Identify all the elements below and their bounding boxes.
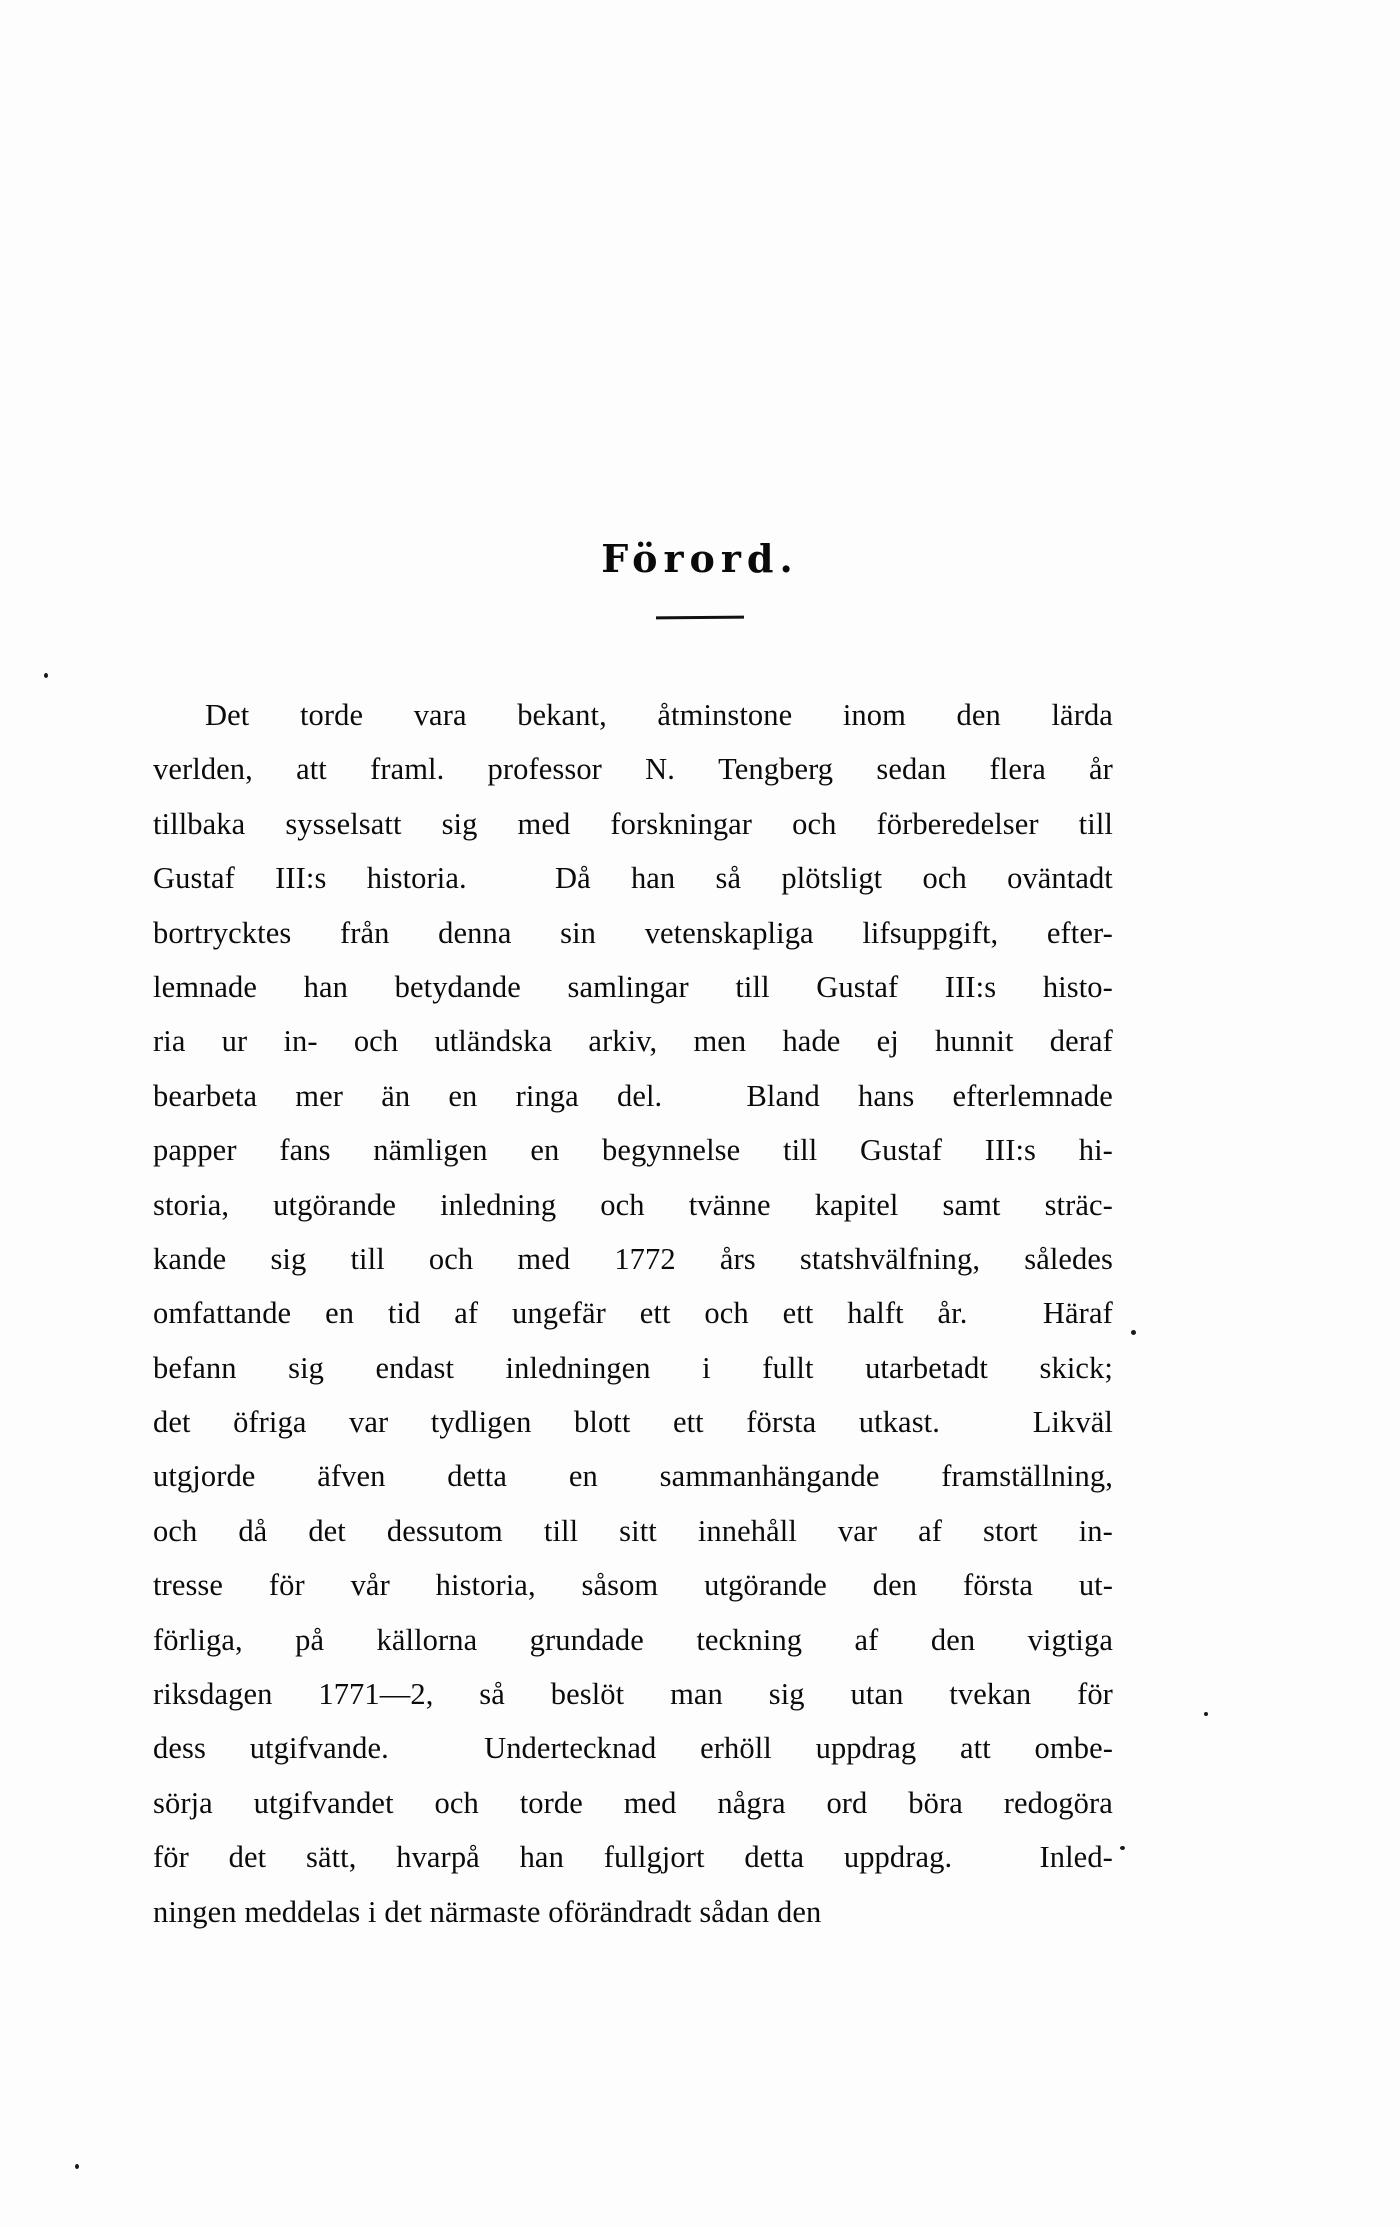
word: flera [989,752,1046,787]
word: begynnelse [602,1133,741,1168]
word: af [854,1622,879,1657]
word: till [783,1133,818,1168]
scan-speck [1120,1846,1125,1850]
word: tvänne [688,1187,771,1222]
word: sig [768,1677,805,1712]
word: erhöll [700,1731,772,1766]
word: en [325,1296,355,1331]
word: det [153,1405,191,1440]
word: omfattande [153,1296,292,1331]
word: en [568,1459,598,1494]
word: hunnit [935,1024,1014,1059]
word: och [353,1024,399,1059]
word: kapitel [814,1187,899,1222]
word: Tengberg [718,752,834,787]
word: första [962,1568,1033,1603]
word: med [623,1785,677,1820]
word: hvarpå [396,1840,480,1875]
word: ringa [515,1078,579,1113]
word: så [715,861,742,896]
word: sätt, [305,1840,357,1875]
word: utkast. [858,1405,940,1440]
word: tydligen [430,1405,532,1440]
word: sedan [876,752,947,787]
scan-speck [44,673,48,678]
word: således [1024,1241,1113,1276]
word: in- [283,1024,318,1059]
word: beslöt [550,1677,625,1712]
text-line [153,1341,1113,1395]
word: Gustaf [816,969,899,1004]
word: att [296,752,327,787]
word: vetenskapliga [644,915,814,950]
word: källorna [376,1622,478,1657]
word: en [448,1078,478,1113]
word: in- [1078,1513,1113,1548]
word: Undertecknad [484,1731,657,1766]
word: det [308,1513,346,1548]
word: plötsligt [781,861,883,896]
word: till [543,1513,579,1548]
page-title: Förord. [601,536,799,581]
word: hans [858,1078,915,1113]
word: lifsuppgift, [862,915,999,950]
word: Gustaf [860,1133,942,1168]
word: vara [413,698,467,732]
word: lärda [1051,698,1113,732]
word: N. [645,752,675,787]
word: stort [983,1513,1038,1548]
word: det [228,1840,267,1875]
word: och [792,806,837,841]
word: utgörande [273,1187,397,1222]
word: af [454,1296,479,1331]
word: fullgjort [603,1840,705,1875]
word: Likväl [1032,1405,1113,1440]
word: af [918,1513,943,1548]
word: histo- [1042,969,1113,1004]
word: för [153,1840,189,1875]
word: förliga, [153,1622,243,1657]
title-divider-rule [656,616,744,620]
word: ria [153,1024,186,1059]
word: äfven [317,1459,386,1494]
word: i [702,1350,711,1385]
word: sammanhängande [659,1459,880,1494]
word: ungefär [512,1296,606,1331]
word: verlden, [153,752,253,787]
word: han [519,1840,564,1875]
word: bortrycktes [153,915,292,950]
word: ej [876,1024,899,1059]
word: år. [937,1296,968,1331]
word: utgifvandet [253,1785,394,1820]
word: skick; [1039,1350,1113,1385]
word: en [530,1133,560,1168]
word: nämligen [373,1133,488,1168]
word: grundade [529,1622,644,1657]
word: tvekan [949,1677,1032,1712]
text-line [153,1504,1113,1558]
word: blott [574,1405,631,1440]
word: sig [270,1241,307,1276]
word: inledning [440,1187,557,1222]
word: och [922,861,967,896]
text-line [153,1232,1113,1286]
word: tillbaka [153,806,246,841]
text-line [153,1667,1113,1721]
word: framl. [370,752,445,787]
word: utan [850,1677,904,1712]
word: forskningar [610,806,753,841]
word: ett [782,1296,814,1331]
word: för [1077,1677,1113,1712]
sentence-gap [507,851,515,905]
word: sitt [619,1513,657,1548]
word: med [517,806,571,841]
word: torde [519,1785,583,1820]
word: han [303,969,348,1004]
text-line [153,906,1113,960]
word: mer [295,1078,344,1113]
word: Det [205,698,250,732]
word: Häraf [1042,1296,1113,1331]
word: sysselsatt [285,806,402,841]
word: storia, [153,1187,230,1222]
word: att [960,1731,991,1766]
word: bekant, [517,698,607,732]
word: sig [441,806,478,841]
word: ut- [1078,1568,1113,1603]
text-line [153,1123,1113,1177]
word: och [428,1241,474,1276]
word: den [872,1568,918,1603]
text-line [153,1558,1113,1612]
word: böra [908,1785,963,1820]
word: sin [560,915,597,950]
word: tresse [153,1568,224,1603]
word: sörja [153,1785,213,1820]
word: arkiv, [588,1024,658,1059]
text-line [153,1613,1113,1667]
word: några [717,1785,786,1820]
word: från [339,915,390,950]
sentence-gap [992,1830,1000,1884]
word: hi- [1078,1133,1113,1168]
word: vigtiga [1027,1622,1113,1657]
word: detta [447,1459,508,1494]
text-line [153,1395,1113,1449]
word: utarbetadt [865,1350,989,1385]
word: och [434,1785,479,1820]
word: professor [487,752,602,787]
sentence-gap [1001,1286,1009,1340]
word: Bland [746,1078,820,1113]
word: men [693,1024,747,1059]
word: samlingar [567,969,689,1004]
word: inom [842,698,906,732]
word: utgjorde [153,1459,256,1494]
text-line [153,797,1113,851]
word: han [630,861,676,896]
word: Gustaf [153,861,235,896]
word: sträc- [1044,1187,1113,1222]
word: såsom [581,1568,659,1603]
word: uppdrag [815,1731,917,1766]
word: utgifvande. [249,1731,389,1766]
text-line [153,1449,1113,1503]
word: ur [221,1024,248,1059]
word: förberedelser [876,806,1039,841]
body-text [153,688,1113,1939]
word: kande [153,1241,227,1276]
word: ett [639,1296,671,1331]
word: del. [617,1078,663,1113]
word: lemnade [153,969,258,1004]
word: oväntadt [1007,861,1113,896]
text-line [153,1776,1113,1830]
word: och [153,1513,198,1548]
text-line: ningen meddelas i det närmaste oförändradt sådan den [153,1894,822,1929]
word: detta [744,1840,805,1875]
word: utländska [434,1024,553,1059]
scan-speck [1131,1330,1136,1335]
word: sig [288,1350,324,1385]
text-line [153,1830,1113,1884]
word: framställning, [941,1459,1113,1494]
word: deraf [1049,1024,1113,1059]
text-line [153,851,1113,905]
text-line [153,1069,1113,1123]
word: torde [299,698,364,732]
word: och [704,1296,749,1331]
word: redogöra [1003,1785,1113,1820]
word: man [670,1677,723,1712]
text-line [153,960,1113,1014]
word: ord [826,1785,868,1820]
word: riksdagen [153,1677,273,1712]
word: fans [279,1133,331,1168]
word: då [238,1513,268,1548]
word: den [930,1622,976,1657]
word: vår [350,1568,390,1603]
text-line [153,1178,1113,1232]
word: 1772 [614,1241,676,1276]
word: var [837,1513,878,1548]
word: dessutom [386,1513,503,1548]
word: första [746,1405,817,1440]
page-heading [0,536,1400,619]
sentence-gap [433,1721,441,1775]
word: år [1089,752,1113,787]
word: för [268,1568,305,1603]
text-line [153,1286,1113,1340]
word: och [600,1187,645,1222]
text-line [153,1014,1113,1068]
sentence-gap [982,1395,990,1449]
word: än [381,1078,411,1113]
word: Då [554,861,591,896]
word: till [1078,806,1113,841]
word: inledningen [505,1350,651,1385]
scan-speck [1204,1712,1208,1716]
word: teckning [696,1622,803,1657]
text-line [153,1721,1113,1775]
word: uppdrag. [843,1840,953,1875]
word: tid [387,1296,421,1331]
text-line [153,742,1113,796]
text-line [153,688,1113,742]
word: samt [942,1187,1001,1222]
word: innehåll [697,1513,797,1548]
word: denna [438,915,512,950]
word: Inled- [1039,1840,1113,1875]
word: historia, [435,1568,536,1603]
word: betydande [394,969,521,1004]
word: till [350,1241,385,1276]
word: på [295,1622,325,1657]
word: ett [672,1405,704,1440]
scan-speck [75,2164,79,2169]
word: års [719,1241,756,1276]
word: öfriga [233,1405,307,1440]
word: historia. [366,861,467,896]
word: III:s [275,861,327,896]
word: 1771—2, [318,1677,434,1712]
word: dess [153,1731,206,1766]
word: ombe- [1034,1731,1113,1766]
word: fullt [762,1350,814,1385]
word: utgörande [704,1568,827,1603]
word: med [517,1241,571,1276]
word: statshvälfning, [799,1241,981,1276]
preface-paragraph [153,688,1113,1939]
word: åtminstone [657,698,793,732]
word: befann [153,1350,237,1385]
word: III:s [944,969,997,1004]
word: efter- [1046,915,1113,950]
word: efterlemnade [952,1078,1113,1113]
word: endast [375,1350,455,1385]
word: var [349,1405,389,1440]
word: bearbeta [153,1078,258,1113]
word: så [479,1677,505,1712]
word: hade [782,1024,841,1059]
word: den [956,698,1001,732]
word: III:s [984,1133,1037,1168]
word: papper [153,1133,237,1168]
word: till [735,969,770,1004]
sentence-gap [701,1069,709,1123]
word: halft [847,1296,904,1331]
